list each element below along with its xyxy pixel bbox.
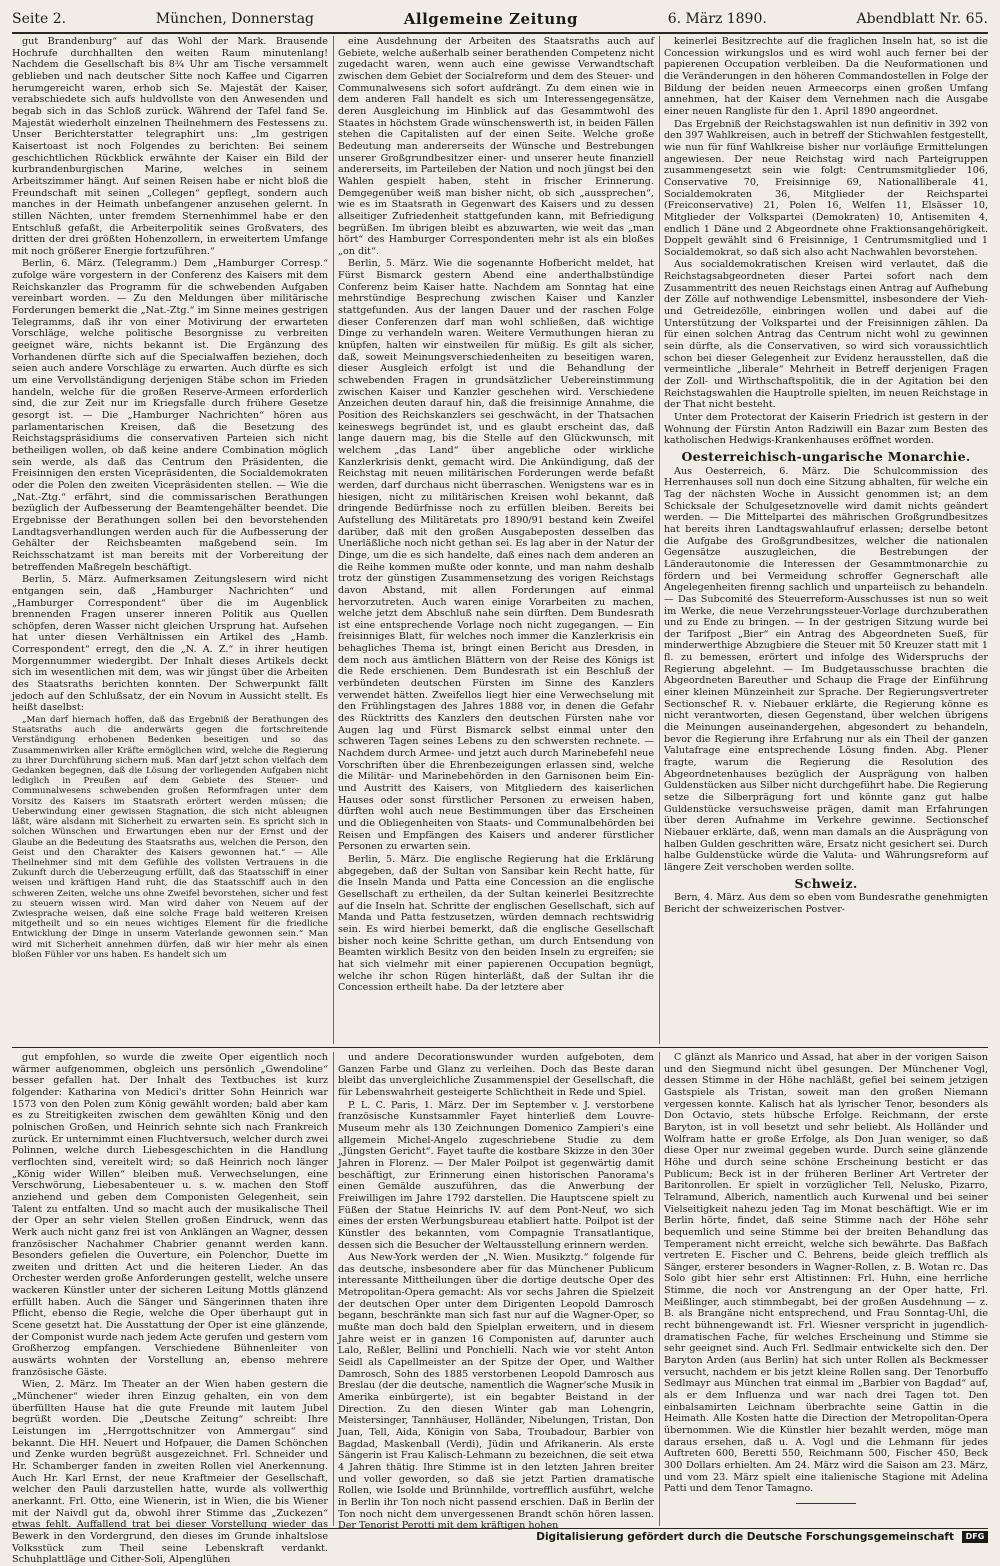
column-divider (659, 1052, 660, 1526)
article-wien-muenchener: Wien, 2. März. Im Theater an der Wien haben gestern die „Münchener“ wieder ihren Einzug gehalten, ein von dem überfüllten Hause hat die gute Freunde mit lautem Jubel begrüßt worden. Die „Deutsche Zeitung“ schreibt: Ihre Leistungen im „Herrgottschnitzer von Ammergau“ sind bekannt. Die HH. Neuert und Hofpauer, die Damen Schönchen und Zenke wurden begrüßt ausgezeichnet. Frl. Schneider und Hr. Schamberger fanden in zweiten Rollen viel Anerkennung. Auch Hr. Karl Ernst, der neue Kraftmeier der Gesellschaft, welcher den Pauli darzustellen hatte, wurde als vollwerthig anerkannt. Frl. Otto, eine Wienerin, ist in Wien, die bis Wiener mit der Naivdl gut da, obwohl ihrer Stimme das „Zuckezen“ etwas fehlt. Auffallend trat bei dieser Vorstellung wieder das Bewerk in den Vordergrund, den dieses im Grunde inhaltslose Volksstück zum Theil seine Lebenskraft verdankt. Schuhplattläge und Cither-Soli, Alpenglühen (12, 1379, 328, 1566)
dfg-logo-icon: DFG (962, 1531, 988, 1543)
section-heading-austria: Oesterreichisch-ungarische Monarchie. (681, 448, 971, 464)
footer-rule (12, 1528, 988, 1529)
article-aus-oesterreich: Aus Oesterreich, 6. März. Die Schulcommission des Herrenhauses soll nun doch eine Sitzung abhalten, für welche ein Tag der nächsten Woche in Aussicht genommen ist; an dem Schicksale der Schulgesetznovelle wird damit nichts geändert werden. — Die Mittelpartei des mährischen Großgrundbesitzes hat bereits ihren Landtagswahlaufruf erlassen; derselbe betont die Aufgabe des Großgrundbesitzes, welcher die nationalen Gegensätze auszugleichen, die Bestrebungen der Länderautonomie die Interessen der Gesammtmonarchie zu fördern und bei Vermeidung schroffer Gegnerschaft alle Angelegenheiten firenng sachlich und unparteiisch zu behandeln. — Das Subcomité des Steuerreform-Ausschusses ist nun so weit im Werke, die neue Verzehrungssteuer-Vorlage durchzuberathen und zu Ende zu bringen. — In der gestrigen Sitzung wurde bei der Tarifpost „Bier“ ein Antrag des Abgeordneten Sueß, für minderwerthige Abzugbiere die Steuer mit 50 Kreuzer statt mit 1 fl. zu bemessen, erörtert und infolge des Widerspruchs der Regierung abgelehnt. — Im Budgetausschusse brachten die Abgeordneten Bareuther und Schaup die Frage der Einführung einer kleinen Münzeinheit zur Sprache. Der Regierungsvertreter Sectionschef R. v. Niebauer erklärte, die Regierung könne es nicht verantworten, diesen Gegenstand, über welchen übrigens die Meinungen auseinandergehen, abgesondert zu behandeln, bevor die Regierung ihre Erfahrung nur als ein Theil der ganzen Valutafrage eine entsprechende Lösung finden. Abg. Plener fragte, warum die Regierung die Resolution des Abgeordnetenhauses bezüglich der Ausprägung von halben Guldenstücken aus Silber nicht durchgeführt habe. Die Regierung setze die Silberprägung fort und könnte ganz gut halbe Guldenstücke versuchsweise prägen, damit man Erfahrungen über deren Aufnahme im Verkehre gewinne. Sectionschef Niebauer erklärte, daß, wenn man damals an die Ausprägung von halben Gulden geschritten wäre, Ersatz nicht gesichert sei. Durch halbe Guldenstücke würde die Valuta- und Währungsreform auf längere Zeit verschoben werden sollte. (664, 465, 988, 873)
masthead (12, 6, 988, 32)
end-rule (796, 1503, 856, 1504)
column-divider (659, 36, 660, 1044)
article-berlin-telegramm: Berlin, 6. März. (Telegramm.) Dem „Hamburger Corresp.“ zufolge wäre vorgestern in der Conferenz des Kaisers mit dem Reichskanzler das Programm für die schwebenden Aufgaben vereinbart worden. — Zu den Meldungen über militärische Forderungen bemerkt die „Nat.-Ztg.“ im Sinne meines gestrigen Telegramms, daß ihr von einer Motivirung der erwarteten Vorschläge, welche politische Besorgnisse zu verbreiten geeignet wäre, nichts bekannt ist. Die Ergänzung des Vorhandenen dürfte sich auf die Specialwaffen beziehen, doch seien auch andere Vorschläge zu erwarten. Auch dürfte es sich um eine Vervollständigung derjenigen Stäbe schon im Frieden handeln, welche für die großen Reserve-Armeen erforderlich sind, die zur Zeit nur im Kriegsfalle durch frühere Gesetze gesorgt ist. — Die „Hamburger Nachrichten“ hören aus parlamentarischen Kreisen, daß die Besetzung des Reichstagspräsidiums die conservativen Parteien sich nicht betheiligen wollen, ob daß keine andere Combination möglich sein werde, als daß das Centrum den Präsidenten, die Freisinnigen den ersten Vicepräsidenten, die Socialdemokraten oder die Polen den zweiten Vicepräsidenten stellen. — Wie die „Nat.-Ztg.“ erfährt, sind die commissarischen Berathungen bezüglich der Aufbesserung der Beamtengehälter beendet. Die Ergebnisse der Berathungen sollen bei den bevorstehenden Landtagsverhandlungen werden auch für die Aufbesserung der Gehälter der Reichsbeamten maßgebend sein. Im Reichsschatzamt ist man bereits mit der Vorbereitung der betreffenden Maßregeln beschäftigt. (12, 258, 328, 573)
article-oper-karlsruhe: gut empfohlen, so wurde die zweite Oper eigentlich noch wärmer aufgenommen, obgleich uns persönlich „Gwendoline“ besser gefallen hat. Der Inhalt des Textbuches ist kurz folgender: Katharina von Medici's dritter Sohn Heinrich war 1573 von den Polen zum König gewählt worden; bald aber kam es zu Streitigkeiten zwischen dem gewählten König und den polnischen Großen, und Heinrich sehnte sich nach Frankreich zurück. Er unternimmt einen Fluchtversuch, welcher durch zwei Polinnen, welche durch Liebesgeschichten in die Handlung verflochten sind, vereitelt wird; so daß Heinrich noch länger „König wider Willen“ bleiben muß. Verwechselungen, eine Verschwörung, Liebesabenteuer u. s. w. machen den Stoff anziehend und geben dem Componisten Gelegenheit, sein Talent zu entfalten. Und so macht auch der musikalische Theil der Oper an sehr vielen Stellen großen Eindruck, wenn das Werk auch nicht ganz frei ist von Anklängen an Wagner, dessen französischer Nachahmer Chabrier genannt werden kann. Besonders gefielen die Ouverture, ein Polenchor, Duette im zweiten und dritten Act und die heiteren Lieder. An das Orchester werden große Anforderungen gestellt, welche unsere wackeren Künstler unter der sicheren Leitung Mottls glänzend erfüllt haben. Auch die Sänger und Sängerinnen thaten ihre Pflicht, ebenso die Regie, welche die Oper überhaupt gut in Scene gesetzt hat. Die Ausstattung der Oper ist eine glänzende, der Componist wurde nach jedem Acte gerufen und gestern vom Großherzog empfangen. Verschiedene Bühnenleiter von auswärts wohnten der Vorstellung an, ebenso mehrere französische Gäste. (12, 1052, 328, 1378)
article-paris: P. L. C. Paris, 1. März. Der im September v. J. verstorbene französische Kunstsammler Fayet hinterließ dem Louvre-Museum mehr als 130 Zeichnungen Domenico Zampieri's eine allgemein Michel-Angelo zugeschriebene Studie zu dem „Jüngsten Gericht“. Fayet taufte die kostbare Skizze in den 30er Jahren in Florenz. — Der Maler Poilpot ist gegenwärtig damit beschäftigt, zur Erinnerung einen historischen Panorama's einen Gemälde auszuführen, das die Anwerbung der Freiwilligen im Jahre 1792 darstellen. Die Hauptscene spielt zu Füßen der Statue Heinrichs IV. auf dem Pont-Neuf, wo sich eines der ersten Werbungsbureau etabliert hatte. Poilpot ist der Künstler des bekannten, vom Compagnie Transatlantique, dessen sich die Besucher der Weltausstellung erinnern werden. (338, 1099, 654, 1251)
issue-date: 6. März 1890. (667, 11, 767, 27)
bottom-column-1 (12, 1052, 328, 1566)
quoted-correspondent-text: „Man darf hiernach hoffen, daß das Ergebniß der Berathungen des Staatsraths auch die anderwärts gegen die fortschreitende Verständigung erhobenen Bedenken beseitigen und so das Zusammenwirken aller Kräfte ermöglichen wird, welche die Regierung zu ihrer Durchführung sichern muß. Man darf jetzt schon vielfach dem Gedanken begegnen, daß die Lösung der vorliegenden Aufgaben nicht lediglich in Preußen auf dem Gebiete des Steuer- und Communalwesens schwebenden großen Reformfragen unter dem Vorsitz des Kaisers im Staatsrath erörtert werden müssen; die Ueberwindung einer gewissen Stagnation, die sich nicht ableugnen läßt, wäre alsdann mit Sicherheit zu erwarten sein. Es spricht sich in solchen Wünschen und Erwartungen eben nur der Ernst und der Glaube an die Bedeutung des Staatsraths aus, welchen die Person, den Geist und den Charakter des Kaisers gewonnen hat.“ — Alle Theilnehmer sind mit dem Gefühle des vollsten Vertrauens in die Zukunft durch die Ueberzeugung erfüllt, daß das Staatsschiff in einer weisen und kräftigen Hand ruht, die das Staatsschiff auch in den schweren Zeiten, welche uns ohne Zweifel bevorstehen, sicher und fest zu steuern wissen wird. Man wird daher von Neuem auf der Zwiesprache weisen, daß eine solche Frage bald weiteren Kreisen mitgetheilt und so ein neues wichtiges Element für die friedliche Entwicklung der Dinge in unserm Vaterlande gewonnen sein.“ Man wird mit Sicherheit annehmen dürfen, daß wir hier mehr als einen bloßen Fühler vor uns haben. Es handelt sich um (12, 715, 328, 960)
digitization-credit: Digitalisierung gefördert durch die Deutsche Forschungsgemeinschaft (536, 1531, 954, 1543)
section-heading-switzerland: Schweiz. (794, 875, 858, 891)
column-divider (333, 1052, 334, 1526)
article-socialdemokraten-antrag: Aus socialdemokratischen Kreisen wird verlautet, daß die Reichstagsabgeordneten dieser Partei sofort nach dem Zusammentritt des neuen Reichstags einen Antrag auf Aufhebung der Zölle auf nothwendige Lebensmittel, insbesondere der Vieh- und Getreidezölle, einbringen wollen und dabei auf die Unterstützung der Volkspartei und der Freisinnigen zählen. Da für einen solchen Antrag das Centrum nicht wohl zu gewinnen sein dürfte, als die Conservativen, so wird sich voraussichtlich schon bei dieser Gelegenheit zur Evidenz herausstellen, daß die vermeintliche „liberale“ Mehrheit in Betreff derjenigen Fragen der Zoll- und Wirthschaftspolitik, die in der Agitation bei den Reichstagswahlen die Hauptrolle spielten, im neuen Reichstage in der That nicht besteht. (664, 259, 988, 411)
article-berlin-sansibar: Berlin, 5. März. Die englische Regierung hat die Erklärung abgegeben, daß der Sultan von Sansibar kein Recht hatte, für die Inseln Manda und Patta eine Concession an die englische Gesellschaft zu ertheilen, da der Sultan keinerlei Besitzrechte auf die Inseln hat. Schritte der englischen Gesellschaft, sich auf Manda und Patta festzusetzen, würden demnach rechtswidrig sein. Es wird hierbei bemerkt, daß die englische Gesellschaft bisher noch keine Schritte gethan, um durch Entsendung von Beamten wirklich Besitz von den beiden Inseln zu ergreifen; sie hat sich vielmehr mit einer papierenen Occupation begnügt, welche ihr schon Rügen hinterläßt, daß der Sultan ihr die Concession ertheilt habe. Da der letztere aber (338, 853, 654, 994)
feuilleton-rule (12, 1047, 988, 1048)
place-day: München, Donnerstag (155, 11, 315, 27)
top-column-3 (664, 36, 988, 1044)
bottom-column-3 (664, 1052, 988, 1526)
article-bazar: Unter dem Protectorat der Kaiserin Friedrich ist gestern in der Wohnung der Fürstin Anton Radziwill ein Bazar zum Besten des katholischen Hedwigs-Krankenhauses eröffnet worden. (664, 412, 988, 447)
article-wien-continued: und andere Decorationswunder wurden aufgeboten, dem Ganzen Farbe und Glanz zu verleihen. Doch das Beste daran bleibt das unvergleichliche Zusammenspiel der Gesellschaft, die für Lebenswahrheit gesteigerte Schlichtheit in Rede und Spiel. (338, 1052, 654, 1098)
bottom-column-2 (338, 1052, 654, 1532)
newspaper-title: Allgemeine Zeitung (403, 10, 579, 28)
article-berlin-bismarck: Berlin, 5. März. Wie die sogenannte Hofbericht meldet, hat Fürst Bismarck gestern Abend eine anderthalbstündige Conferenz beim Kaiser hatte. Nachdem am Sonntag hat eine mehrstündige Besprechung zwischen Kaiser und Kanzler stattgefunden. Aus der langen Dauer und der raschen Folge dieser Conferenzen darf man wohl schließen, daß wichtige Dinge zu verhandeln waren. Weitere Vermuthungen hieran zu knüpfen, halten wir einstweilen für müßig. Es gilt als sicher, daß, soweit Meinungsverschiedenheiten zu beseitigen waren, dieser Ausgleich erfolgt ist und die Behandlung der schwebenden Fragen in grundsätzlicher Uebereinstimmung zwischen Kaiser und Kanzler geschehen wird. Verschiedene Anzeichen deuten darauf hin, daß die freisinnige Annahme, die Position des Reichskanzlers sei geschwächt, in der Thatsachen keineswegs begründet ist, und es glaubt erscheint das, daß lange dauern mag, bis die Stelle auf den Glückwunsch, mit welchem „das Land“ über angebliche oder wirkliche Kanzlerkrisis denkt, gemacht wird. Die Ankündigung, daß der Reichstag mit neuen militärischen Forderungen werde befaßt werden, darf durchaus nicht überraschen. Wenigstens war es in hiesigen, nicht zu militärischen Kreisen wohl bekannt, daß dringende Bedürfnisse noch zu erfüllen bleiben. Bereits bei Aufstellung des Militäretats pro 1890/91 bestand kein Zweifel darüber, daß mit den großen Ausgabeposten desselben das Unerläßliche noch nicht gethan sei. Es lag aber in der Natur der Dinge, um die es sich handelte, daß eines nach dem anderen an die Reihe kommen mußte oder konnte, und man nahm deshalb trotz der günstigen Zusammensetzung des vorigen Reichstags davon Abstand, mit allen Forderungen auf einmal hervorzutreten. Auch waren einige Vorarbeiten zu machen, welche jetzt dem Abschluß nahe sein dürften. Dem Bundesrath ist eine entsprechende Vorlage noch nicht zugegangen. — Ein freisinniges Blatt, für welches noch immer die Kanzlerkrisis ein behagliches Thema ist, bringt einen Bericht aus Dresden, in dem noch aus ämtlichen Blättern von der Reise des Königs ist die Rede erschienen. Dem Bundesrath ist ein Beschluß der verbündeten deutschen Fürsten im Sinne des Kanzlers verwendet hätten. Zweifellos liegt hier eine Verwechselung mit den Frühlingstagen des Jahres 1888 vor, in denen die Gefahr des Rücktritts des Kanzlers den deutschen Fürsten nahe vor Augen lag und Fürst Bismarck selbst einmal unter den schweren Tagen seines Lebens zu den schwersten rechnete. — Nachdem durch Armee- und jetzt auch durch Marinebefehl neue Vorschriften über die Ehrenbezeigungen erlassen sind, welche die Militär- und Marinebehörden in den Garnisonen beim Ein- und Austritt des Kaisers, von Mitgliedern des kaiserlichen Hauses oder sonst fürstlicher Personen zu erweisen haben, dürften wohl auch neue Bestimmungen über das Erscheinen und die Obliegenheiten von Staats- und Communalbehörden bei Reisen und Empfängen des Kaisers und anderer fürstlicher Personen zu erwarten sein. (338, 258, 654, 853)
article-reichstagswahlen: Das Ergebniß der Reichstagswahlen ist nun definitiv in 392 von den 397 Wahlkreisen, auch in betreff der Stichwahlen festgestellt, wie nun für fünf Wahlkreise bisher nur vorläufige Ermittelungen angewiesen. Der neue Reichstag wird nach Parteigruppen zusammengesetzt sein wie folgt: Centrumsmitglieder 106, Conservative 70, Freisinnige 69, Nationalliberale 41, Socialdemokraten 36, Mitglieder der Reichspartei (Freiconservative) 21, Polen 16, Welfen 11, Elsässer 10, Mitglieder der Volkspartei (Demokraten) 10, Antisemiten 4, endlich 1 Däne und 2 Abgeordnete ohne Fraktionsangehörigkeit. Doppelt gewählt sind 6 Freisinnige, 1 Centrumsmitglied und 1 Socialdemokrat, so daß sich also acht Nachwahlen bevorstehen. (664, 118, 988, 258)
article-festessen: gut Brandenburg“ auf das Wohl der Mark. Brausende Hochrufe durchhallten den weiten Raum minutenlang! Nachdem die Gesellschaft bis 8¾ Uhr am Tische versammelt geblieben und nach deutscher Sitte noch Kaffee und Cigarren herumgereicht waren, erhob sich Se. Majestät der Kaiser, verabschiedete sich aufs huldvollste von den Anwesenden und begab sich in das Schloß zurück. Während der Tafel fand Se. Majestät wiederholt einzelnen Theilnehmern des Festessens zu. Unser Berichterstatter telegraphirt uns: „Im gestrigen Kaisertoast ist noch Folgendes zu berichten: Bei seinem geschichtlichen Rückblick erwähnte der Kaiser ein Bild der kurbrandenburgischen Marine, welches in seinem Arbeitszimmer hängt. Auf seinen Reisen habe er nicht bloß die Freundschaft mit seinen „Collegen“ gepflegt, sondern auch manches in der Heimath unbefangener anzusehen gelernt. In stillen Nächten, unter fremdem Sternenhimmel habe er den Entschluß gefaßt, die Arbeiterpolitik seines Großvaters, des dritten der drei größten Hohenzollern, in erweitertem Umfange mit noch größerer Energie fortzuführen.“ (12, 36, 328, 257)
article-bern: Bern, 4. März. Aus dem so eben vom Bundesrathe genehmigten Bericht der schweizerischen Postver- (664, 892, 988, 915)
article-new-york-continued: C glänzt als Manrico und Assad, hat aber in der vorigen Saison und den Siegmund nicht übel gesungen. Der Münchener Vogl, dessen Stimme in der Höhe nachläßt, gefiel bei seinem jetzigen Gastspiele als Tristan, soweit man den großen Niemann vergessen konnte. Kalisch hat als lyrischer Tenor, besonders als Don Octavio, stets hübsche Erfolge. Reichmann, der erste Baryton, ist in voll besetzt und sehr beliebt. Als Holländer und Wolfram hatte er große Erfolge, als Don Juan weniger, so daß diese Oper nur zweimal gegeben wurde. Durch seine glänzende Höhe und durch seine schöne Erscheinung besticht er das Publicum; Beck ist in der früheren Berliner Art Vertreter der Baritonrollen. Er spielt in vorzüglicher Tell, Nelusko, Pizarro, Telramund, Alberich, namentlich auch Kurwenal und bei seiner Vielseitigkeit nahezu jeden Tag im Monat beschäftigt. Wie er im Berlin hörte, findet, daß seine Stimme nach der Höhe sehr bequemlich und seine Stimme bei der breiten Behandlung das Temperament nicht erreicht, welche sich bewährte. Das Baßfach vertreten E. Fischer und C. Behrens, beide gleich trefflich als Sänger, ersterer besonders in Wagner-Rollen, z. B. Wotan rc. Das Solo gibt hier sehr erst Altistinnen: Frl. Huhn, eine herrliche Stimme, die noch vor Anstrengung an der Oper hatte, Frl. Meißlinger, auch stimmbegabt, bei der großen Ausdehnung — z. B. als Brangäne nicht entsprechend, und Frau Sonntag-Uhl, die recht bühnengewandt ist. Frl. Wiesner verspricht in jugendlich-dramatischen Fache, für welches Erscheinung und Stimme sie sehr geeignet sind. Auch Frl. Sedlmair entwickelte sich den. Der Baryton Arden (aus Berlin) hat sich unter Rollen als Beckmesser versucht, nachdem er bis jetzt kleine Rollen sang. Der Tenorbuffo Sedlmayr aus München trat einmal im „Barbier von Bagdad“ auf, als er dem Influenza und war nach drei Tagen tot. Den einbalsamirten Leichnam überbrachte seine Gattin in die Heimath. Alle Kosten hatte die Direction der Metropolitan-Opera übernommen. Wie die Künstler hier bezahlt werden, möge man daraus ersehen, daß u. A. Vogl und die Lehmann für jedes Auftreten 600, Beretti 550, Reichmann 500, Fischer 450, Beck 300 Dollars erhielten. Am 24. März wird die Saison am 23. März, und vom 23. März spielt eine italienische Stagione mit Adelina Patti und dem Tenor Tamagno. (664, 1052, 988, 1495)
page-number: Seite 2. (12, 11, 67, 27)
masthead-rule (12, 32, 988, 34)
article-inseln-rangliste: keinerlei Besitzrechte auf die fraglichen Inseln hat, so ist die Concession wirkungslos und es wird wohl auch ferner bei der papierenen Occupation verbleiben. Da die Neuformationen und die Veränderungen in den höheren Commandostellen in Folge der Bildung der beiden neuen Armeecorps einen großen Umfang annehmen, hat der Kaiser dem Vernehmen nach die Ausgabe einer neuen Rangliste für den 1. April 1890 angeordnet. (664, 36, 988, 117)
column-divider (333, 36, 334, 1044)
top-column-1 (12, 36, 328, 1044)
edition-number: Abendblatt Nr. 65. (856, 11, 988, 27)
article-new-york-oper: Aus New-York werden der „N. Wien. Musikztg.“ folgende für das deutsche, insbesondere aber für das Münchener Publicum interessante Mittheilungen über die dortige deutsche Oper des Metropolitan-Opera gemacht: Als vor sechs Jahren die Spielzeit der deutschen Oper unter dem Dirigenten Leopold Damrosch begann, beschränkte man sich fast nur auf die Wagner-Oper, so mußte man doch bald den Spielplan erweitern, und in diesem Jahre weist er in ganzen 16 Componisten auf, darunter auch Lalo, Reßler, Bellini und Ponchielli. Nach wie vor steht Anton Seidl als Capellmeister an der Spitze der Oper, und Walther Damrosch, Sohn des 1885 verstorbenen Leopold Damrosch aus Breslau (der die deutsche, namentlich die Wagner'sche Musik in Amerika einbürgerte), ist ein begabter Beistand in der Direction. Zu den diesen Winter gab man Lohengrin, Meistersinger, Tannhäuser, Holländer, Nibelungen, Tristan, Don Juan, Tell, Aida, Königin von Saba, Troubadour, Barbier von Bagdad, Maskenball (Verdi), Jüdin und Afrikanerin. Als erste Sängerin ist Frau Kalisch-Lehmann zu bezeichnen, die seit etwa 4 Jahren thätig. Ihre Stimme ist in den letzten Jahren breiter und voller geworden, so daß sie jetzt Partien dramatische Rollen, wie Isolde und Brünnhilde, vortrefflich ausführt, welche in Berlin ihr Ton noch nicht passend erschien. Daß in Berlin der Ton noch nicht dem unvergessenen Brandt schön hören lassen. Der Tenorist Perotti mit dem kräftigen hohen (338, 1252, 654, 1532)
article-staatsrath-continued: eine Ausdehnung der Arbeiten des Staatsraths auch auf Gebiete, welche außerhalb seiner berathenden Competenz nicht zugedacht waren, wenn auch eine gewisse Verwandtschaft zwischen dem Gebiet der Socialreform und dem des Steuer- und Communalwesens sich sofort aufdrängt. Zu dem einen wie in dem anderen Fall handelt es sich um Interessengegensätze, deren Ausgleichung im Hinblick auf das Gesammtwohl des Staates in höchstem Grade wünschenswerth ist, in beiden Fällen stehen die Capitalisten auf der einen Seite. Welche große Bedeutung man andererseits der Wünsche und Bestrebungen unserer Großgrundbesitzer einer- und unserer heute finanziell andererseits, im Parteileben der Nation und noch jüngst bei den Wahlen gespielt haben, steht in frischer Erinnerung. Demgegenüber weiß man bisher nicht, ob sich „aussprechen“, wie es im Staatsrath in Gegenwart des Kaisers und zu dessen allseitiger Zufriedenheit stattgefunden kann, mit Befriedigung begrüßen. Im übrigen bleibt es abzuwarten, wie weit das „man hört“ des Hamburger Correspondenten mehr ist als ein bloßes „on dit“. (338, 36, 654, 257)
top-column-2 (338, 36, 654, 1044)
digitization-footer (500, 1530, 988, 1544)
article-berlin-zeitungsleser: Berlin, 5. März. Aufmerksamen Zeitungslesern wird nicht entgangen sein, daß „Hamburger Nachrichten“ und „Hamburger Correspondent“ über die im Augenblick brennenden Fragen unserer inneren Politik aus Quellen schöpfen, deren Wasser nicht gleichen Ursprung hat. Aufsehen hat unter diesen Verhältnissen ein Artikel des „Hamb. Correspondent“ erregt, den die „N. A. Z.“ in ihrer heutigen Morgennummer wiedergibt. Der Inhalt dieses Artikels deckt sich im wesentlichen mit dem, was wir jüngst über die Arbeiten des Staatsraths berichten konnten. Der Schwerpunkt fällt jedoch auf den Schlußsatz, der ein Novum in Aussicht stellt. Es heißt daselbst: (12, 574, 328, 714)
